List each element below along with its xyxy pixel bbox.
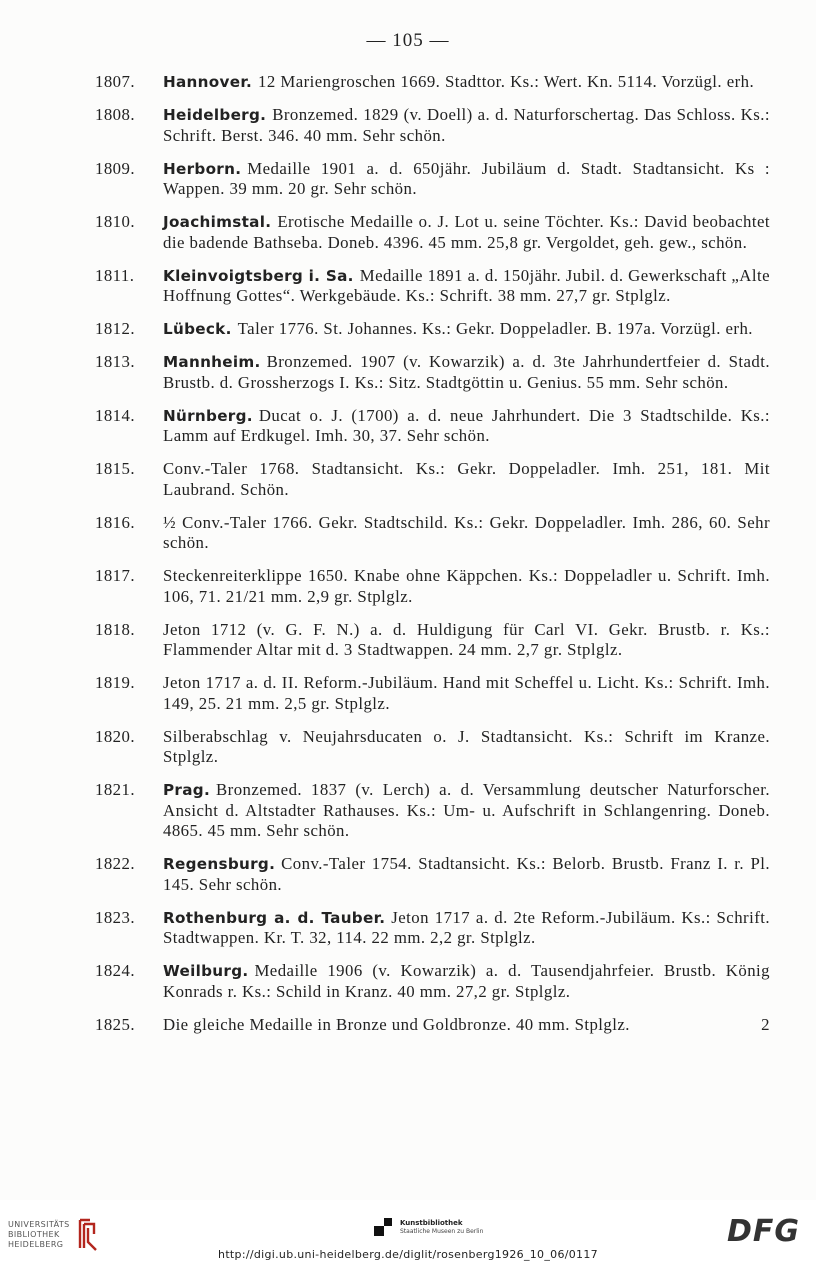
catalog-entry — [0, 406, 816, 447]
entry-number: 1825. — [95, 1014, 136, 1034]
catalog-entry — [0, 459, 816, 500]
entry-number: 1811. — [95, 265, 135, 285]
entry-place: Rothenburg a. d. Tauber. — [163, 908, 386, 927]
entry-description: 12 Mariengroschen 1669. Stadttor. Ks.: Wert. Kn. 5114. Vorzügl. erh. — [258, 72, 755, 91]
entry-description: Die gleiche Medaille in Bronze und Goldbronze. 40 mm. Stplglz. — [163, 1014, 630, 1034]
entry-description: Ducat o. J. (1700) a. d. neue Jahrhundert. Die 3 Stadtschilde. Ks.: Lamm auf Erdkugel. Imh. 30, 37. Sehr schön. — [163, 405, 770, 445]
entry-number: 1822. — [95, 854, 136, 873]
entry-description: Conv.-Taler 1768. Stadtansicht. Ks.: Gekr. Doppeladler. Imh. 251, 181. Mit Laubrand. Schön. — [163, 459, 770, 499]
entry-number: 1819. — [95, 673, 136, 692]
entry-number: 1821. — [95, 780, 136, 799]
kunstbibliothek-title: Kunstbibliothek — [400, 1218, 463, 1227]
entry-number: 1807. — [95, 72, 136, 91]
catalog-entry — [0, 780, 816, 842]
university-library-text — [8, 1220, 70, 1250]
catalog-entry — [0, 513, 816, 554]
catalog-entry — [0, 212, 816, 253]
kunstbibliothek-emblem-icon — [372, 1216, 394, 1238]
catalog-entry — [0, 159, 816, 200]
entry-place: Lübeck. — [163, 320, 232, 338]
entry-place: Regensburg. — [163, 855, 276, 873]
entry-place: Mannheim. — [163, 353, 261, 371]
entry-description: Taler 1776. St. Johannes. Ks.: Gekr. Doppeladler. B. 197a. Vorzügl. erh. — [237, 319, 753, 338]
entry-place: Hannover. — [163, 73, 253, 91]
entry-description: Medaille 1891 a. d. 150jähr. Jubil. d. Gewerkschaft „Alte Hoffnung Gottes“. Werkgebäude. Ks.: Schrift. 38 mm. 27,7 gr. Stplglz. — [163, 265, 770, 305]
university-line: BIBLIOTHEK — [8, 1230, 60, 1239]
catalog-entry — [0, 673, 816, 714]
source-url-link[interactable]: http://digi.ub.uni-heidelberg.de/diglit/rosenberg1926_10_06/0117 — [218, 1248, 598, 1261]
catalog-entry — [0, 266, 816, 307]
university-emblem-icon — [76, 1218, 102, 1252]
catalog-entry — [0, 1015, 816, 1036]
catalog-entry — [0, 961, 816, 1002]
entry-number: 1817. — [95, 566, 136, 585]
entry-description: Conv.-Taler 1754. Stadtansicht. Ks.: Belorb. Brustb. Franz I. r. Pl. 145. Sehr schön. — [163, 854, 770, 894]
entry-number: 1813. — [95, 352, 136, 371]
catalog-entry — [0, 72, 816, 93]
catalog-entry — [0, 352, 816, 393]
entry-place: Joachimstal. — [163, 213, 272, 231]
entry-place: Heidelberg. — [163, 106, 267, 124]
entry-number: 1812. — [95, 319, 136, 338]
entry-place: Nürnberg. — [163, 406, 253, 425]
entry-place: Herborn. — [163, 159, 242, 178]
entry-description: Steckenreiterklippe 1650. Knabe ohne Käppchen. Ks.: Doppeladler u. Schrift. Imh. 106, 71. 21/21 mm. 2,9 gr. Stplglz. — [163, 566, 770, 606]
entry-number: 1823. — [95, 907, 136, 927]
entry-description: ½ Conv.-Taler 1766. Gekr. Stadtschild. Ks.: Gekr. Doppeladler. Imh. 286, 60. Sehr schön. — [163, 512, 770, 552]
kunstbibliothek-logo[interactable] — [372, 1216, 483, 1238]
dfg-logo[interactable]: DFG — [727, 1214, 801, 1249]
entry-description: Erotische Medaille o. J. Lot u. seine Töchter. Ks.: David beobachtet die badende Bathseba. Doneb. 4396. 45 mm. 25,8 gr. Vergoldet, geh. gew., schön. — [163, 212, 770, 252]
entry-quantity: 2 — [761, 1014, 770, 1034]
catalog-entry — [0, 319, 816, 340]
entry-description: Bronzemed. 1837 (v. Lerch) a. d. Versammlung deutscher Naturforscher. Ansicht d. Altstadter Rathauses. Ks.: Um- u. Aufschrift in Schlangenring. Doneb. 4865. 45 mm. Sehr schön. — [163, 780, 770, 840]
entry-number: 1824. — [95, 961, 136, 980]
entry-description: Bronzemed. 1829 (v. Doell) a. d. Naturforschertag. Das Schloss. Ks.: Schrift. Berst. 346. 40 mm. Sehr schön. — [163, 105, 770, 145]
entry-description: Jeton 1712 (v. G. F. N.) a. d. Huldigung für Carl VI. Gekr. Brustb. r. Ks.: Flammender Altar mit d. 3 Stadtwappen. 24 mm. 2,7 gr. Stplglz. — [163, 619, 770, 659]
entry-description: Jeton 1717 a. d. II. Reform.-Jubiläum. Hand mit Scheffel u. Licht. Ks.: Schrift. Imh. 149, 25. 21 mm. 2,5 gr. Stplglz. — [163, 673, 770, 713]
university-line: HEIDELBERG — [8, 1240, 64, 1249]
entry-number: 1809. — [95, 158, 136, 178]
entry-description: Jeton 1717 a. d. 2te Reform.-Jubiläum. Ks.: Schrift. Stadtwappen. Kr. T. 32, 114. 22 mm. 2,2 gr. Stplglz. — [163, 907, 770, 947]
university-line: UNIVERSITÄTS — [8, 1220, 70, 1229]
kunstbibliothek-subtitle: Staatliche Museen zu Berlin — [400, 1227, 484, 1235]
catalog-entries — [0, 72, 816, 1048]
footer — [0, 1200, 816, 1263]
kunstbibliothek-text — [400, 1219, 483, 1236]
catalog-entry — [0, 105, 816, 146]
entry-description: Medaille 1906 (v. Kowarzik) a. d. Tausendjahrfeier. Brustb. König Konrads r. Ks.: Schild in Kranz. 40 mm. 27,2 gr. Stplglz. — [163, 961, 770, 1001]
entry-number: 1820. — [95, 726, 136, 746]
catalog-entry — [0, 620, 816, 661]
entry-number: 1815. — [95, 459, 136, 478]
catalog-entry — [0, 566, 816, 607]
catalog-entry — [0, 854, 816, 895]
entry-place: Kleinvoigtsberg i. Sa. — [163, 266, 354, 285]
entry-place: Weilburg. — [163, 962, 249, 980]
page-number: — 105 — — [366, 30, 450, 51]
entry-description: Bronzemed. 1907 (v. Kowarzik) a. d. 3te Jahrhundertfeier d. Stadt. Brustb. d. Grossherzogs I. Ks.: Sitz. Stadtgöttin u. Genius. 55 mm. Sehr schön. — [163, 352, 770, 392]
entry-number: 1816. — [95, 512, 136, 532]
catalog-entry — [0, 727, 816, 768]
entry-description: Medaille 1901 a. d. 650jähr. Jubiläum d. Stadt. Stadtansicht. Ks : Wappen. 39 mm. 20 gr. Sehr schön. — [163, 158, 770, 198]
university-library-logo[interactable] — [8, 1218, 102, 1252]
entry-number: 1808. — [95, 105, 136, 124]
entry-number: 1818. — [95, 619, 136, 639]
entry-number: 1814. — [95, 405, 136, 425]
entry-description: Silberabschlag v. Neujahrsducaten o. J. Stadtansicht. Ks.: Schrift im Kranze. Stplglz. — [163, 726, 770, 766]
entry-place: Prag. — [163, 781, 211, 799]
catalog-entry — [0, 908, 816, 949]
entry-number: 1810. — [95, 212, 136, 231]
